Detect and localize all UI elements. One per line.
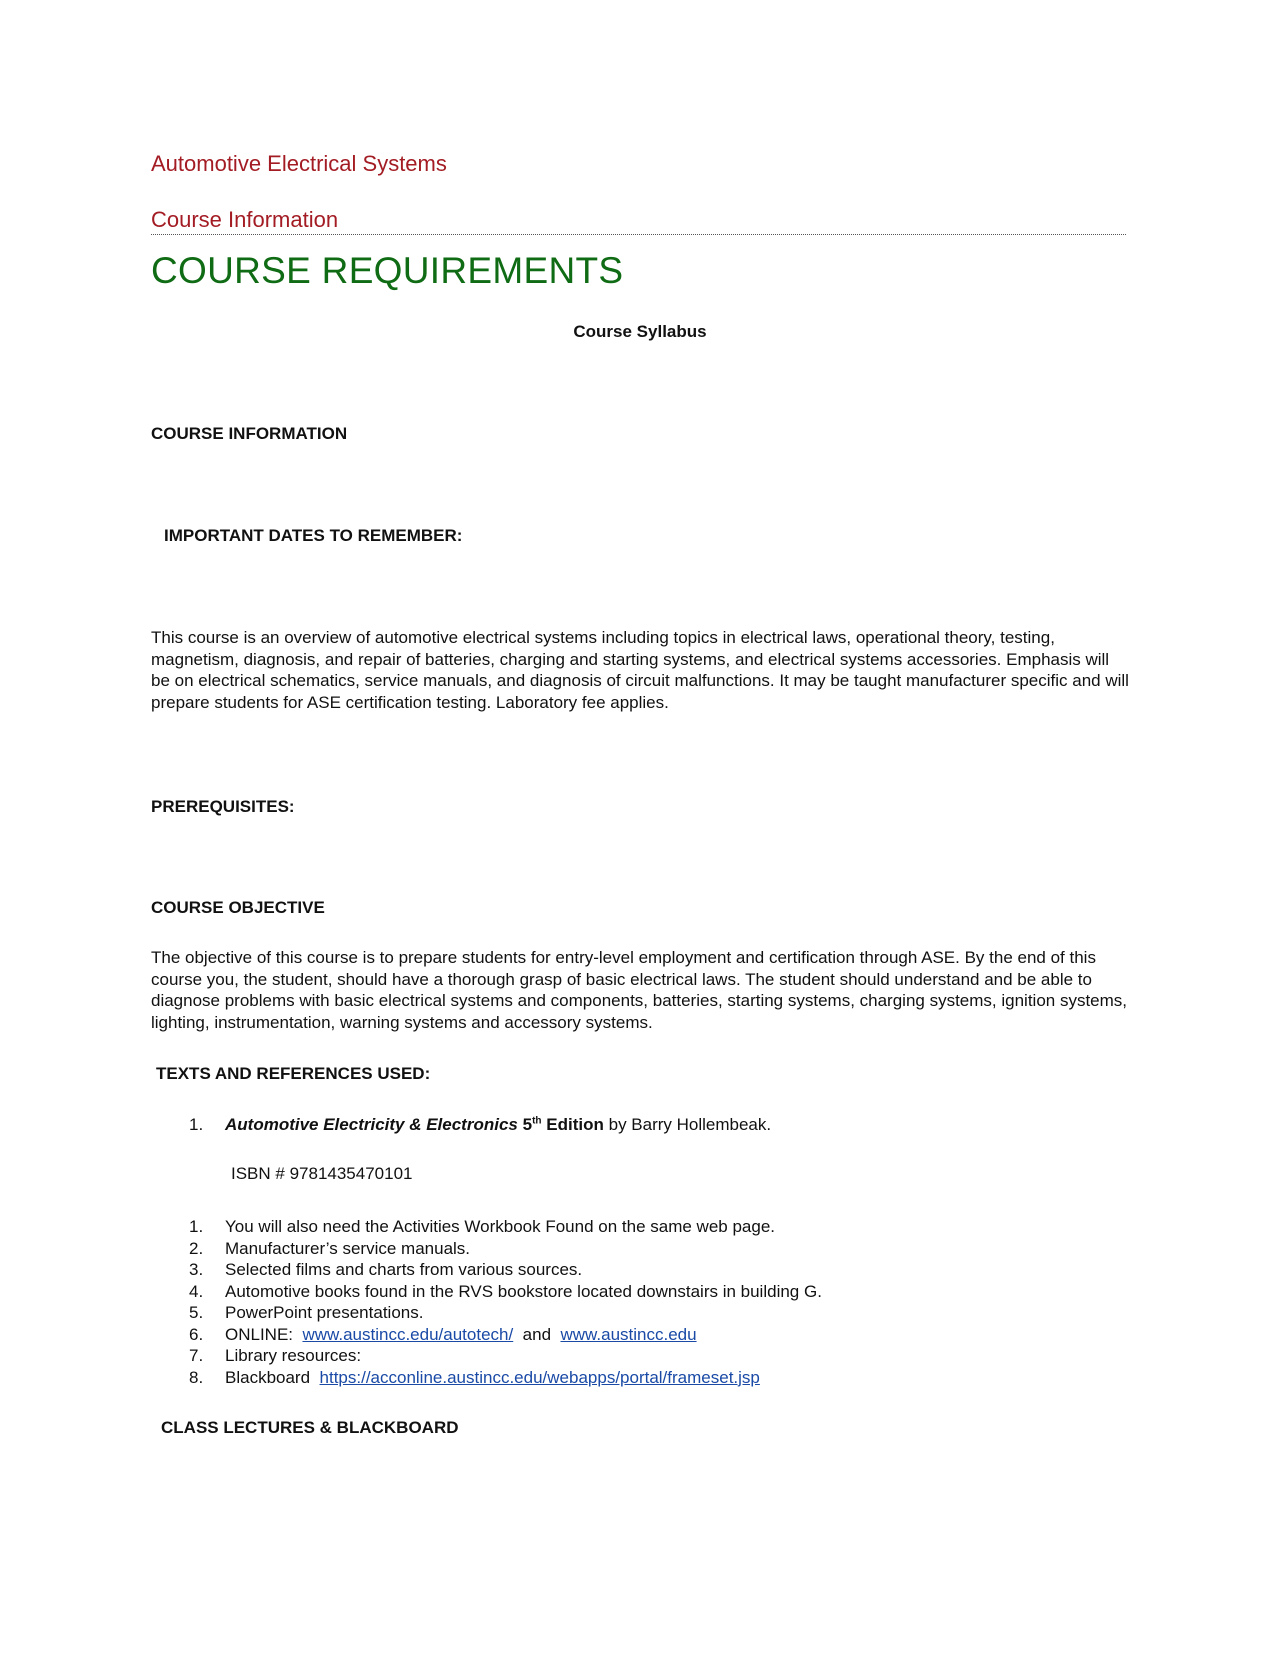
list-number: 3. — [189, 1260, 204, 1279]
course-objective-label: COURSE OBJECTIVE — [151, 898, 325, 917]
texts-references-label: TEXTS AND REFERENCES USED: — [156, 1064, 431, 1083]
list-number: 5. — [189, 1303, 204, 1322]
list-number: 2. — [189, 1238, 204, 1258]
list-number: 6. — [189, 1324, 204, 1344]
site-title: Automotive Electrical Systems — [151, 151, 447, 176]
list-number: 7. — [189, 1346, 204, 1365]
course-objective-text: The objective of this course is to prepare students for entry-level employment and certification through ASE. By the end of this course you, the student, should have a thorough grasp of basic electrical laws. The student should understand and be able to diagnose problems with basic electrical systems and components, batteries, starting systems, charging systems, ignition systems, lighting, instrumentation, warning systems and accessory systems. — [151, 948, 1128, 1032]
list-number: 1. — [189, 1115, 204, 1134]
list-text: Manufacturer’s service manuals. — [225, 1238, 471, 1258]
autotech-link[interactable]: www.austincc.edu/autotech/ — [302, 1324, 514, 1344]
list-number: 1. — [189, 1217, 204, 1236]
list-text: Library resources: — [225, 1346, 362, 1365]
link-joiner: and — [522, 1324, 552, 1344]
list-text: Automotive books found in the RVS bookstore located downstairs in building G. — [225, 1281, 822, 1301]
list-number: 4. — [189, 1281, 204, 1301]
list-number: 8. — [189, 1367, 204, 1387]
textbook-author: by Barry Hollembeak. — [608, 1115, 772, 1134]
austincc-link[interactable]: www.austincc.edu — [560, 1324, 697, 1344]
online-label: ONLINE: — [225, 1324, 294, 1344]
dotted-divider — [151, 234, 1126, 235]
textbook-isbn: ISBN # 9781435470101 — [231, 1164, 413, 1183]
list-text: You will also need the Activities Workbook Found on the same web page. — [225, 1217, 776, 1236]
blackboard-link[interactable]: https://acconline.austincc.edu/webapps/portal/frameset.jsp — [319, 1367, 760, 1387]
section-link-course-information[interactable]: Course Information — [151, 207, 339, 232]
textbook-edition-word: Edition — [546, 1115, 604, 1134]
important-dates-label: IMPORTANT DATES TO REMEMBER: — [164, 526, 463, 545]
course-description: This course is an overview of automotive electrical systems including topics in electrical laws, operational theory, testing, magnetism, diagnosis, and repair of batteries, charging and starting systems, and electrical systems accessories. Emphasis will be on electrical schematics, service manuals, and diagnosis of circuit malfunctions. It may be taught manufacturer specific and will prepare students for ASE certification testing. Laboratory fee applies. — [151, 628, 1129, 712]
textbook-edition-number: 5 — [522, 1115, 533, 1134]
list-text: PowerPoint presentations. — [225, 1303, 424, 1322]
textbook-edition-suffix: th — [532, 1115, 542, 1127]
list-text: Selected films and charts from various sources. — [225, 1260, 583, 1279]
textbook-title: Automotive Electricity & Electronics — [225, 1115, 518, 1134]
blackboard-label: Blackboard — [225, 1367, 311, 1387]
course-information-label: COURSE INFORMATION — [151, 424, 348, 443]
syllabus-title: Course Syllabus — [573, 322, 707, 341]
prerequisites-label: PREREQUISITES: — [151, 797, 295, 816]
class-lectures-label: CLASS LECTURES & BLACKBOARD — [161, 1418, 459, 1437]
page-heading: COURSE REQUIREMENTS — [151, 250, 624, 291]
